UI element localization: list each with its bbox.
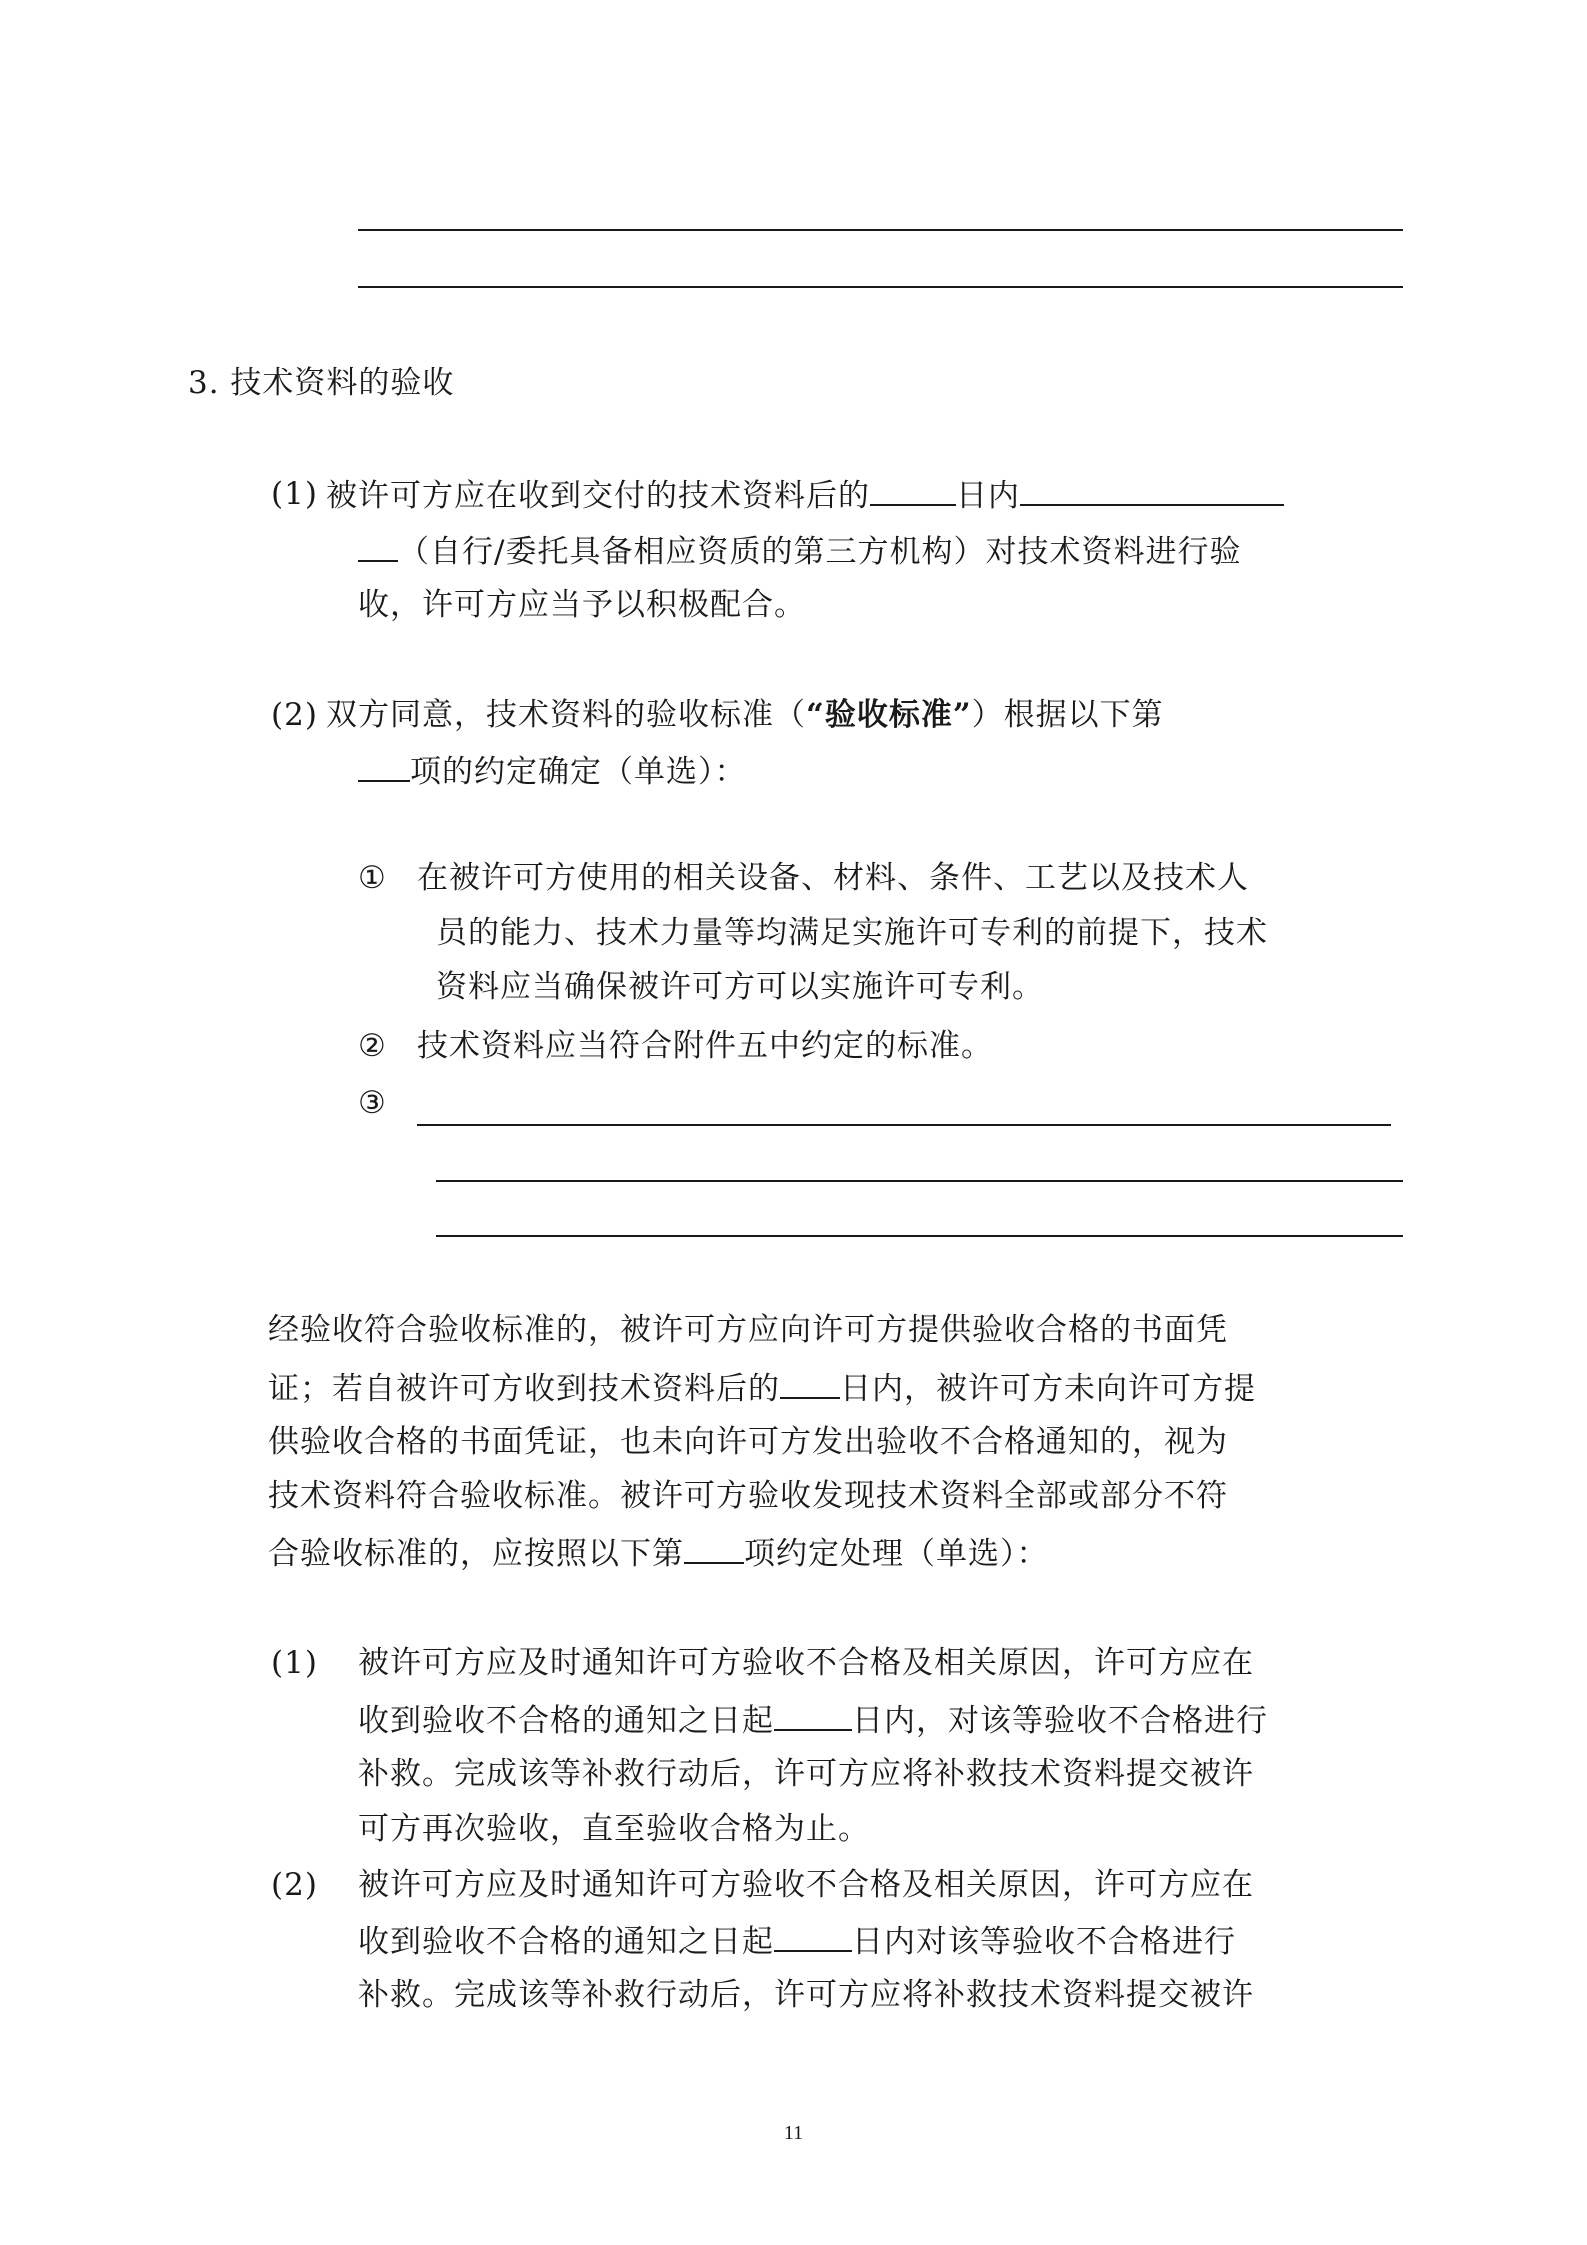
item2-text: 双方同意，技术资料的验收标准（: [326, 697, 806, 733]
fill-in-line: [417, 1124, 1391, 1126]
remedy2-line: 补救。完成该等补救行动后，许可方应将补救技术资料提交被许: [358, 1977, 1254, 2013]
fill-in-blank: [774, 1699, 852, 1731]
remedy2-line: 被许可方应及时通知许可方验收不合格及相关原因，许可方应在: [358, 1867, 1254, 1903]
item1-line1: [326, 474, 1284, 516]
remedy-marker: (2): [271, 1867, 318, 1903]
remedy1-line: 可方再次验收，直至验收合格为止。: [358, 1811, 870, 1847]
fill-in-line: [436, 1180, 1403, 1182]
remedy2-text: 日内对该等验收不合格进行: [852, 1924, 1236, 1960]
fill-in-line: [358, 229, 1403, 231]
option-marker: ③: [358, 1085, 387, 1121]
paragraph-line: [268, 1367, 1256, 1409]
item-marker: (1): [271, 476, 318, 512]
option-marker: ①: [358, 860, 387, 896]
remedy2-text: 收到验收不合格的通知之日起: [358, 1924, 774, 1960]
section-heading: 3. 技术资料的验收: [188, 365, 455, 401]
option2-line1: 技术资料应当符合附件五中约定的标准。: [417, 1028, 993, 1064]
paragraph-text: 日内，被许可方未向许可方提: [840, 1371, 1256, 1407]
remedy-marker: (1): [271, 1645, 318, 1681]
paragraph-text: 项约定处理（单选）：: [744, 1536, 1049, 1572]
remedy1-line: 被许可方应及时通知许可方验收不合格及相关原因，许可方应在: [358, 1645, 1254, 1681]
fill-in-blank: [870, 474, 956, 506]
fill-in-blank: [358, 530, 398, 562]
fill-in-blank: [358, 750, 410, 782]
fill-in-line: [436, 1235, 1403, 1237]
item-marker: (2): [271, 697, 318, 733]
option-marker: ②: [358, 1028, 387, 1064]
option1-line2: 员的能力、技术力量等均满足实施许可专利的前提下，技术: [436, 915, 1268, 951]
paragraph-line: 供验收合格的书面凭证，也未向许可方发出验收不合格通知的，视为: [268, 1424, 1228, 1460]
defined-term: “验收标准”: [806, 697, 972, 733]
remedy1-text: 日内，对该等验收不合格进行: [852, 1703, 1268, 1739]
fill-in-blank: [684, 1532, 744, 1564]
paragraph-text: 合验收标准的，应按照以下第: [268, 1536, 684, 1572]
fill-in-line: [358, 286, 1403, 288]
item1-text: 日内: [956, 478, 1020, 514]
remedy1-text: 收到验收不合格的通知之日起: [358, 1703, 774, 1739]
paragraph-text: 证；若自被许可方收到技术资料后的: [268, 1371, 780, 1407]
item2-text: ）根据以下第: [971, 697, 1164, 733]
remedy2-line: [358, 1920, 1236, 1962]
paragraph-line: 经验收符合验收标准的，被许可方应向许可方提供验收合格的书面凭: [268, 1312, 1228, 1348]
item2-line1: [326, 695, 1164, 735]
item1-line2: [358, 530, 1241, 572]
remedy1-line: 补救。完成该等补救行动后，许可方应将补救技术资料提交被许: [358, 1756, 1254, 1792]
fill-in-blank: [1020, 474, 1284, 506]
item2-text: 项的约定确定（单选）：: [410, 754, 747, 790]
paragraph-line: 技术资料符合验收标准。被许可方验收发现技术资料全部或部分不符: [268, 1478, 1228, 1514]
fill-in-blank: [774, 1920, 852, 1952]
item2-line2: [358, 750, 747, 792]
remedy1-line: [358, 1699, 1268, 1741]
page-number: 11: [783, 2122, 804, 2144]
item1-line3: 收，许可方应当予以积极配合。: [358, 587, 806, 623]
paragraph-line: [268, 1532, 1049, 1574]
option1-line1: 在被许可方使用的相关设备、材料、条件、工艺以及技术人: [417, 860, 1249, 896]
item1-text: （自行/委托具备相应资质的第三方机构）对技术资料进行验: [398, 534, 1242, 570]
option1-line3: 资料应当确保被许可方可以实施许可专利。: [436, 969, 1044, 1005]
fill-in-blank: [780, 1367, 840, 1399]
item1-text: 被许可方应在收到交付的技术资料后的: [326, 478, 870, 514]
